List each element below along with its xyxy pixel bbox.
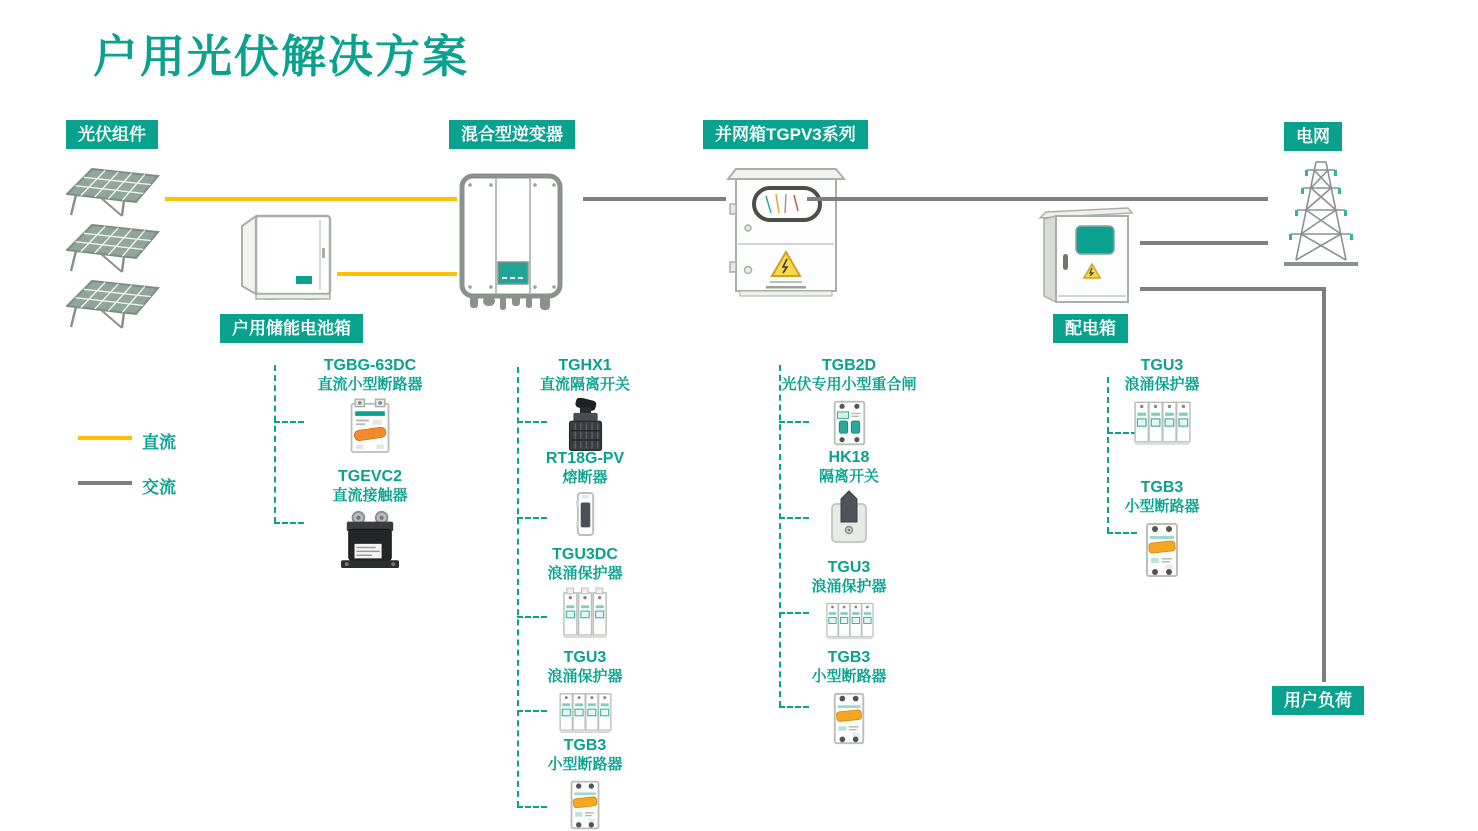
badge-user-load: 用户负荷 <box>1272 686 1364 715</box>
legend-dc-label: 直流 <box>142 433 176 452</box>
tree-battery-box <box>274 365 276 523</box>
component-item <box>497 545 673 639</box>
ac-line-gridbox-to-grid <box>807 197 1268 201</box>
component-item <box>761 648 937 747</box>
component-model: RT18G-PV <box>545 450 625 467</box>
component-desc: 浪涌保护器 <box>547 565 623 582</box>
dc-line-pv-to-inverter <box>165 197 457 201</box>
ac-line-distbox-to-load-h <box>1140 287 1326 291</box>
badge-grid: 电网 <box>1284 122 1342 151</box>
ac-line-inverter-to-gridbox <box>583 197 726 201</box>
component-item <box>282 467 458 569</box>
product-image-tgu3 <box>1133 398 1191 446</box>
page-title: 户用光伏解决方案 <box>93 31 470 82</box>
ac-line-distbox-to-grid <box>1140 241 1268 245</box>
badge-inverter: 混合型逆变器 <box>449 120 575 149</box>
badge-battery-box: 户用储能电池箱 <box>220 314 363 343</box>
component-model: TGEVC2 <box>337 468 402 485</box>
product-image-tgb2d <box>829 398 870 448</box>
component-item <box>497 356 673 454</box>
component-model: TGB3 <box>1140 479 1184 496</box>
component-desc: 直流小型断路器 <box>317 376 423 393</box>
product-image-tgevc2 <box>339 509 401 569</box>
component-model: TGB2D <box>821 357 877 374</box>
badge-dist-box: 配电箱 <box>1053 314 1128 343</box>
badge-grid-box: 并网箱TGPV3系列 <box>703 120 868 149</box>
component-model: TGB3 <box>827 649 871 666</box>
product-image-tgu3 <box>825 600 874 640</box>
component-model: TGU3 <box>563 649 607 666</box>
solar-panel-illustration <box>66 224 162 274</box>
component-model: TGU3 <box>1140 357 1184 374</box>
component-item <box>761 558 937 640</box>
component-desc: 光伏专用小型重合闸 <box>781 376 917 393</box>
solar-panel-illustration <box>66 280 162 330</box>
component-desc: 直流接触器 <box>332 487 408 504</box>
component-desc: 浪涌保护器 <box>1124 376 1200 393</box>
component-model: HK18 <box>828 449 870 466</box>
component-item <box>497 648 673 734</box>
ac-line-distbox-to-load-v <box>1322 287 1326 682</box>
component-item <box>282 356 458 456</box>
component-item <box>1074 356 1250 446</box>
grid-box-illustration <box>726 166 846 301</box>
transmission-tower-illustration <box>1284 158 1358 268</box>
component-model: TGU3 <box>827 559 871 576</box>
product-image-tgbg63dc <box>345 398 395 456</box>
legend-ac-swatch <box>78 481 132 485</box>
product-image-tgb3 <box>830 690 868 747</box>
component-item <box>497 736 673 831</box>
legend-dc-swatch <box>78 436 132 440</box>
component-desc: 小型断路器 <box>547 756 623 773</box>
component-model: TGBG-63DC <box>323 357 417 374</box>
badge-pv-modules: 光伏组件 <box>66 120 158 149</box>
product-image-tgb3 <box>567 778 603 831</box>
component-item <box>497 449 673 537</box>
product-image-tghx1 <box>563 398 608 454</box>
battery-box-illustration <box>240 212 332 300</box>
component-desc: 浪涌保护器 <box>547 668 623 685</box>
dc-line-battery-to-inverter <box>337 272 457 276</box>
component-desc: 小型断路器 <box>1124 498 1200 515</box>
component-desc: 直流隔离开关 <box>539 376 630 393</box>
component-model: TGB3 <box>563 737 607 754</box>
component-item <box>761 356 937 448</box>
component-desc: 小型断路器 <box>811 668 887 685</box>
component-desc: 熔断器 <box>562 469 608 486</box>
product-image-tgb3 <box>1142 520 1182 580</box>
solar-panel-illustration <box>66 168 162 218</box>
component-desc: 隔离开关 <box>818 468 879 485</box>
component-item <box>1074 478 1250 580</box>
component-item <box>761 448 937 544</box>
product-image-tgu3dc <box>562 587 608 639</box>
component-model: TGHX1 <box>558 357 612 374</box>
dist-box-illustration <box>1036 206 1136 306</box>
product-image-rt18gpv <box>575 491 596 537</box>
component-model: TGU3DC <box>552 546 618 563</box>
component-desc: 浪涌保护器 <box>811 578 887 595</box>
inverter-illustration <box>456 170 566 312</box>
product-image-hk18 <box>830 490 868 544</box>
product-image-tgu3 <box>558 690 612 734</box>
legend-ac-label: 交流 <box>142 478 176 497</box>
